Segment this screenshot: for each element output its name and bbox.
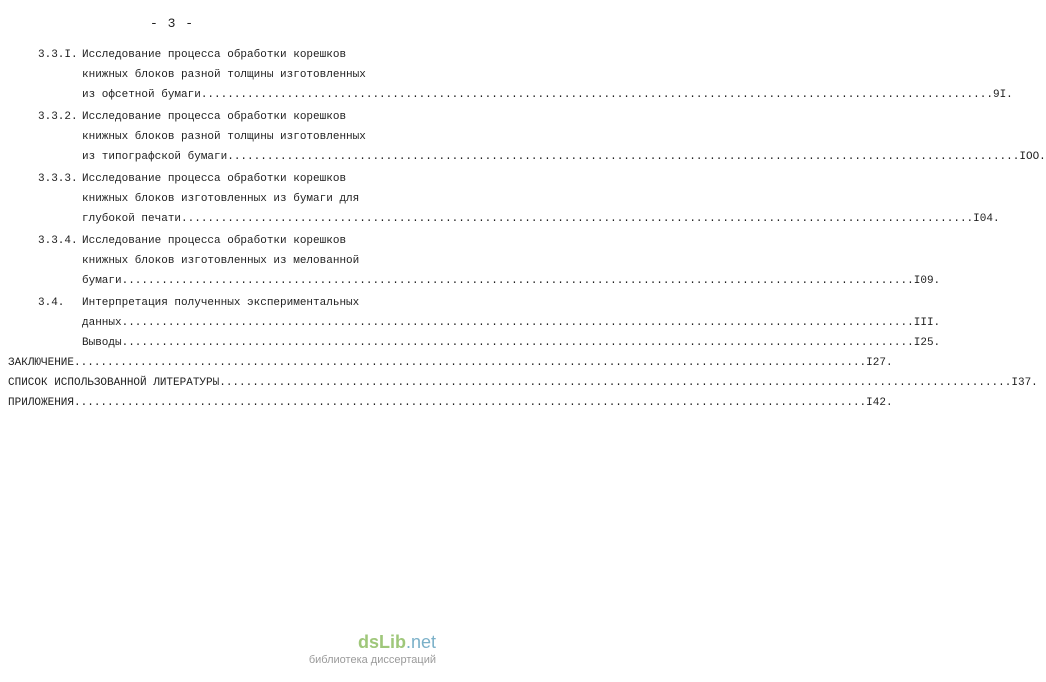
toc-page-number: I25.	[913, 337, 941, 349]
toc-entry-title: книжных блоков разной толщины изготовленных	[82, 131, 366, 143]
toc-entry-title: данных	[82, 317, 122, 329]
toc-leader-dots: ........................................................................................................................	[74, 357, 867, 369]
toc-entry-title: СПИСОК ИСПОЛЬЗОВАННОЙ ЛИТЕРАТУРЫ	[8, 377, 220, 389]
page-number: - 3 -	[150, 16, 195, 31]
toc-entry-title: Интерпретация полученных экспериментальных	[82, 297, 360, 309]
toc-leader-dots: ........................................................................................................................	[200, 89, 993, 101]
toc-leader-line	[8, 356, 893, 370]
toc-page-number: I42.	[866, 397, 893, 409]
toc-entry-title: ЗАКЛЮЧЕНИЕ	[8, 357, 75, 369]
toc-leader-dots: ........................................................................................................................	[227, 151, 1020, 163]
toc-page-number: I04.	[973, 213, 1000, 225]
toc-leader-line	[82, 336, 941, 350]
toc-entry-title: Исследование процесса обработки корешков	[82, 235, 347, 247]
toc-entry-title: книжных блоков разной толщины изготовленных	[82, 69, 366, 81]
toc-leader-line	[82, 316, 941, 330]
toc-leader-dots: ........................................................................................................................	[219, 377, 1012, 389]
toc-leader-line	[82, 274, 941, 288]
watermark	[309, 632, 436, 666]
toc-entry-title: книжных блоков изготовленных из бумаги для	[82, 193, 360, 205]
toc-entry-title: Исследование процесса обработки корешков	[82, 111, 347, 123]
toc-leader-line	[8, 376, 1038, 390]
watermark-domain: .net	[405, 632, 436, 652]
toc-entry-number: 3.4.	[38, 297, 65, 309]
toc-leader-dots: ........................................................................................................................	[121, 275, 914, 287]
toc-entry-title: Исследование процесса обработки корешков	[82, 173, 347, 185]
toc-leader-line	[82, 212, 1000, 226]
toc-entry-title: из офсетной бумаги	[82, 89, 201, 101]
toc-page-number: 9I.	[992, 89, 1013, 101]
toc-page-number: I27.	[866, 357, 893, 369]
watermark-tagline: библиотека диссертаций	[308, 654, 436, 666]
toc-page-number: I09.	[913, 275, 941, 287]
toc-entry-number: 3.3.2.	[38, 111, 78, 123]
watermark-brand: dsLib	[357, 632, 406, 652]
toc-leader-line	[8, 396, 893, 410]
toc-entry-title: из типографской бумаги	[82, 151, 228, 163]
toc-page-number: I37.	[1011, 377, 1038, 389]
toc-leader-line	[82, 150, 1046, 164]
watermark-logo	[309, 632, 436, 653]
toc-entry-number: 3.3.4.	[38, 235, 78, 247]
toc-entry-title: ПРИЛОЖЕНИЯ	[8, 397, 75, 409]
toc-leader-line	[82, 88, 1013, 102]
toc-leader-dots: ........................................................................................................................	[121, 337, 914, 349]
toc-entry-title: Выводы	[82, 337, 122, 349]
toc-leader-dots: ........................................................................................................................	[74, 397, 867, 409]
toc-page-number: IOO.	[1019, 151, 1046, 163]
toc-entry-title: бумаги	[82, 275, 122, 287]
toc-entry-title: Исследование процесса обработки корешков	[82, 49, 347, 61]
toc-entry-title: книжных блоков изготовленных из мелованной	[82, 255, 360, 267]
toc-page-number: III.	[913, 317, 941, 329]
toc-leader-dots: ........................................................................................................................	[121, 317, 914, 329]
toc-entry-title: глубокой печати	[82, 213, 182, 225]
toc-entry-number: 3.3.I.	[38, 49, 78, 61]
toc-entry-number: 3.3.3.	[38, 173, 78, 185]
toc-leader-dots: ........................................................................................................................	[181, 213, 974, 225]
